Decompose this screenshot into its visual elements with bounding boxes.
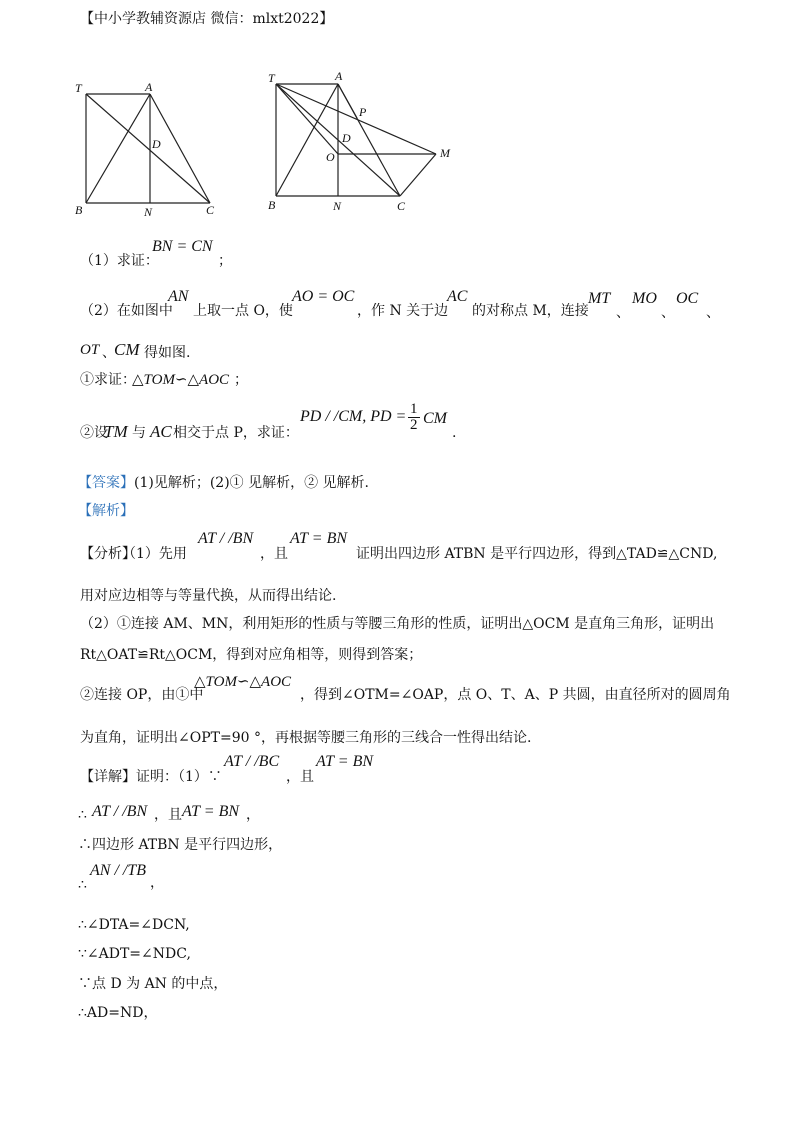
fig2-label-C: C	[397, 199, 406, 213]
q2-2-fraction	[406, 402, 422, 433]
q2-2-mid: 相交于点 P，求证：	[173, 425, 299, 441]
fig1-label-N: N	[144, 205, 153, 219]
answer-line	[78, 474, 369, 492]
detail-tag: 【详解】证明：（1）∵	[80, 769, 222, 785]
detail-e1: AT / /BC	[224, 753, 280, 770]
fenxi-line2: 用对应边相等与等量代换，从而得出结论.	[80, 588, 337, 604]
step4: ∴∠DTA=∠DCN,	[78, 917, 190, 933]
q2-1-end: ；	[234, 372, 248, 388]
q2-mid3: 的对称点 M，连接	[472, 303, 589, 319]
fenxi-tag: 【分析】	[80, 546, 136, 562]
answer-text: (1)见解析；(2)① 见解析，② 见解析.	[134, 475, 370, 491]
step1-end: ，	[246, 807, 260, 823]
q1-prefix: （1）求证：	[80, 253, 159, 269]
q2-1-text: ①求证：	[80, 372, 136, 388]
fig1-label-T: T	[75, 81, 82, 95]
detail-e2: AT = BN	[316, 753, 374, 770]
q2-prefix: （2）在如图中	[80, 303, 173, 319]
fig2-label-M: M	[440, 146, 450, 160]
header-text: 【中小学教辅资源店 微信：mlxt2022】	[80, 11, 334, 27]
fig2-label-A: A	[335, 69, 343, 83]
step3-end: ，	[150, 875, 164, 891]
fenxi-line6: 为直角，证明出∠OPT=90 °，再根据等腰三角形的三线合一性得出结论.	[80, 730, 532, 746]
fig2-label-T: T	[268, 71, 275, 85]
fig1-label-D: D	[152, 137, 161, 151]
fig2-label-D: D	[342, 131, 351, 145]
q2-mt: MT	[588, 290, 611, 307]
fenxi-line4: Rt△OAT≌Rt△OCM，得到对应角相等，则得到答案；	[80, 647, 423, 663]
q2-an: AN	[168, 288, 189, 305]
step2: ∴四边形 ATBN 是平行四边形，	[78, 837, 283, 853]
fenxi-p1: （1）先用	[122, 546, 187, 562]
fenxi-line5-p2: ，得到∠OTM=∠OAP，点 O、T、A、P 共圆，由直径所对的圆周角	[300, 687, 731, 703]
q2-sep3: 、	[706, 305, 720, 321]
q2-cm: CM	[114, 340, 140, 359]
step3-prefix: ∴	[78, 877, 87, 893]
fenxi-line5-p1: ②连接 OP，由①中	[80, 687, 204, 703]
q2-sep1: 、	[616, 305, 630, 321]
step1-mid: ，且	[154, 807, 182, 823]
analysis-tag: 【解析】	[78, 503, 134, 519]
answer-tag: 【答案】	[78, 475, 134, 491]
fenxi-e1: AT / /BN	[198, 530, 254, 547]
fraction-denominator: 2	[410, 417, 418, 433]
fig1-label-A: A	[145, 80, 153, 94]
figure-rectangle-diagram	[72, 78, 222, 223]
q2-ot: OT	[80, 342, 100, 358]
q2-ao: AO = OC	[292, 288, 355, 305]
q2-mid1: 上取一点 O，使	[193, 303, 293, 319]
q2-2-expr1: PD / /CM, PD =	[300, 408, 407, 425]
fig1-label-C: C	[206, 203, 215, 217]
q2-line2-sep: 、	[102, 345, 116, 361]
step6: ∵点 D 为 AN 的中点，	[78, 976, 228, 992]
q2-2-tm: TM	[104, 422, 128, 441]
fraction-numerator: 1	[410, 401, 418, 417]
q2-ac: AC	[447, 288, 468, 305]
fenxi-p3: 证明出四边形 ATBN 是平行四边形，得到△TAD≌△CND,	[356, 546, 718, 562]
q2-sep2: 、	[661, 305, 675, 321]
fig2-label-O: O	[326, 150, 335, 164]
fig1-label-B: B	[75, 203, 83, 217]
step3-e: AN / /TB	[90, 862, 147, 879]
figure-reflection-diagram	[262, 66, 462, 216]
q2-2-prefix: ②设	[80, 425, 108, 441]
step1-e1: AT / /BN	[92, 803, 148, 820]
fig2-label-N: N	[333, 199, 342, 213]
detail-p2: ，且	[286, 769, 314, 785]
fig2-label-B: B	[268, 198, 276, 212]
q2-2-ac: AC	[150, 422, 172, 441]
step1-e2: AT = BN	[182, 803, 240, 820]
step1-prefix: ∴	[78, 807, 87, 823]
q2-2-end: .	[452, 425, 457, 441]
q2-2-expr2: CM	[423, 410, 447, 427]
q2-1-expr: △TOM∽△AOC	[132, 372, 230, 388]
fenxi-line5-e1: △TOM∽△AOC	[194, 674, 292, 690]
fig2-label-P: P	[359, 105, 367, 119]
q2-mo: MO	[632, 290, 657, 307]
q1-expr: BN = CN	[152, 238, 213, 255]
fenxi-p2: ，且	[260, 546, 288, 562]
q2-line2-end: 得如图.	[144, 345, 191, 361]
q2-2-with: 与	[132, 425, 146, 441]
step5: ∵∠ADT=∠NDC,	[78, 946, 191, 962]
q2-mid2: ，作 N 关于边	[357, 303, 449, 319]
fenxi-line3: （2）①连接 AM、MN，利用矩形的性质与等腰三角形的性质，证明出△OCM 是直角三角形，证明出	[80, 616, 715, 632]
q2-oc: OC	[676, 290, 699, 307]
step7: ∴AD=ND，	[78, 1005, 158, 1021]
q1-suffix: ；	[218, 253, 232, 269]
fenxi-e2: AT = BN	[290, 530, 348, 547]
